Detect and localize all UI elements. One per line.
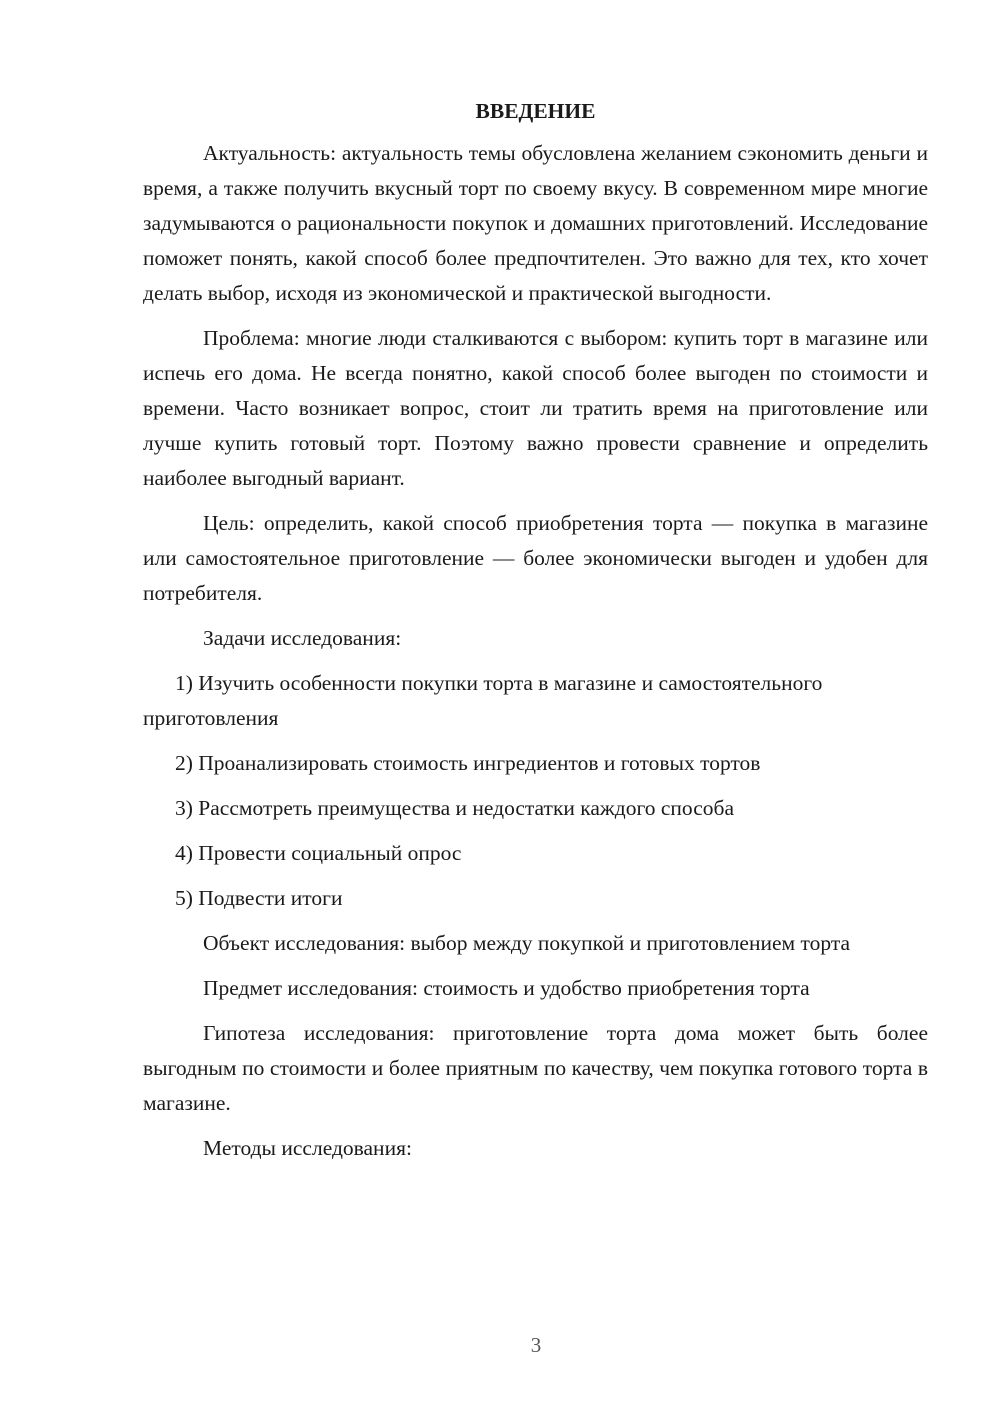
paragraph-hypothesis: Гипотеза исследования: приготовление торта дома может быть более выгодным по стоимости и более приятным по качеству, чем покупка готового торта в магазине.	[143, 1021, 928, 1115]
list-item: 3) Рассмотреть преимущества и недостатки каждого способа	[175, 796, 734, 820]
paragraph-tasks-heading: Задачи исследования:	[203, 626, 402, 650]
list-item: 4) Провести социальный опрос	[175, 841, 462, 865]
section-title: ВВЕДЕНИЕ	[475, 99, 596, 123]
paragraph-goal: Цель: определить, какой способ приобретения торта — покупка в магазине или самостоятельное приготовление — более экономически выгоден и удобен для потребителя.	[143, 511, 928, 605]
paragraph-relevance: Актуальность: актуальность темы обусловлена желанием сэкономить деньги и время, а также получить вкусный торт по своему вкусу. В современном мире многие задумываются о рациональности покупок и домашних приготовлений. Исследование поможет понять, какой способ более предпочтителен. Это важно для тех, кто хочет делать выбор, исходя из экономической и практической выгодности.	[143, 141, 928, 305]
paragraph-problem: Проблема: многие люди сталкиваются с выбором: купить торт в магазине или испечь его дома. Не всегда понятно, какой способ более выгоден по стоимости и времени. Часто возникает вопрос, стоит ли тратить время на приготовление или лучше купить готовый торт. Поэтому важно провести сравнение и определить наиболее выгодный вариант.	[143, 326, 928, 490]
page-number: 3	[530, 1333, 542, 1357]
list-item: 2) Проанализировать стоимость ингредиентов и готовых тортов	[175, 751, 761, 775]
tasks-list	[143, 666, 928, 916]
document-page	[143, 96, 928, 1166]
paragraph-object: Объект исследования: выбор между покупкой и приготовлением торта	[203, 931, 851, 955]
paragraph-methods-heading: Методы исследования:	[203, 1136, 412, 1160]
list-item: 1) Изучить особенности покупки торта в магазине и самостоятельного приготовления	[143, 671, 823, 730]
list-item: 5) Подвести итоги	[175, 886, 343, 910]
paragraph-subject: Предмет исследования: стоимость и удобство приобретения торта	[203, 976, 810, 1000]
